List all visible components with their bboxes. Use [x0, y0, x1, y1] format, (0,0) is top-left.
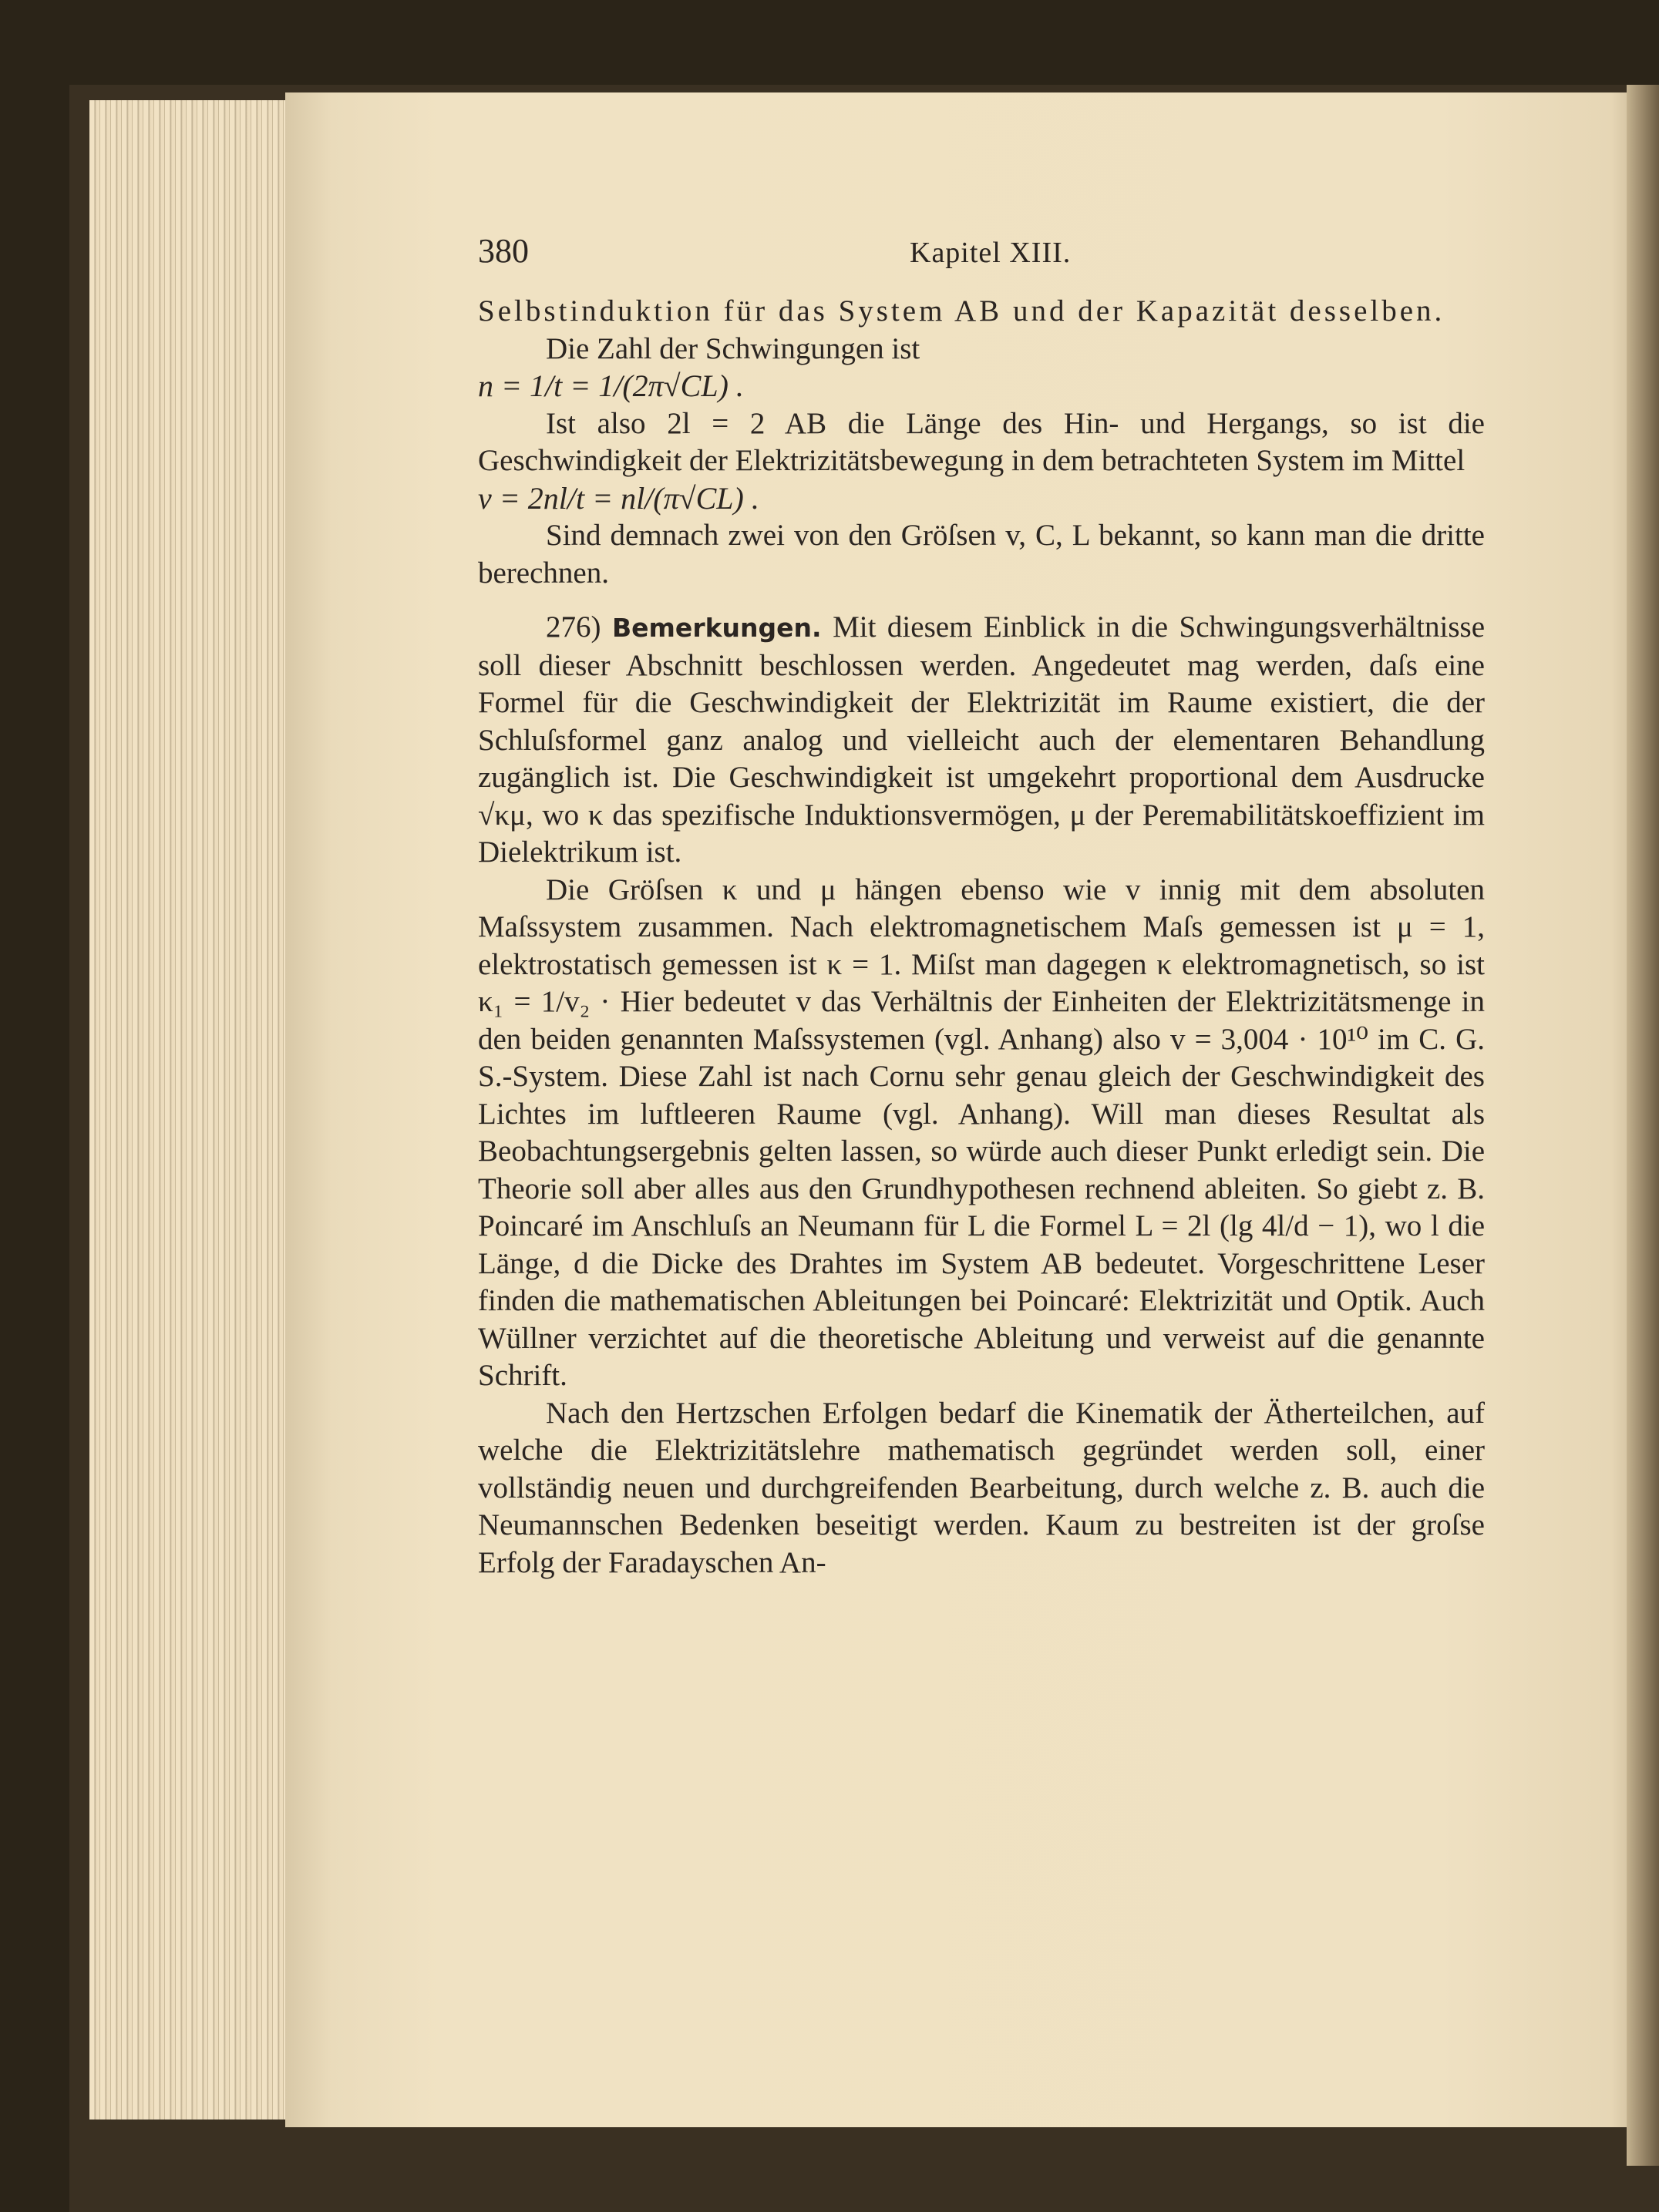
page-edges	[89, 100, 298, 2120]
section-paragraph	[478, 609, 1485, 872]
formula: v = 2nl/t = nl/(π√CL) .	[478, 480, 759, 516]
page-number: 380	[478, 232, 529, 270]
formula: n = 1/t = 1/(2π√CL) .	[478, 368, 744, 403]
paragraph: Die Zahl der Schwingungen ist	[546, 331, 920, 365]
page-body	[478, 293, 1485, 1582]
paragraph: Ist also 2l = 2 AB die Länge des Hin- und Hergangs, so ist die Geschwindigkeit der Elektrizitätsbewegung in dem betrachteten System im Mittel	[478, 406, 1485, 477]
page-fold-shadow	[1627, 85, 1659, 2166]
paragraph: Nach den Hertzschen Erfolgen bedarf die Kinematik der Ätherteilchen, auf welche die Elektrizitätslehre mathematisch gegründet werden soll, einer vollständig neuen und durchgreifenden Bearbeitung, durch welche z. B. auch die Neumannschen Bedenken beseitigt werden. Kaum zu bestreiten ist der groſse Erfolg der Faradayschen An-	[478, 1396, 1485, 1579]
paragraph: Sind demnach zwei von den Gröſsen v, C, L bekannt, so kann man die dritte berechnen.	[478, 519, 1485, 590]
section-text: Mit diesem Einblick in die Schwingungsverhältnisse soll dieser Abschnitt beschlossen werden. Angedeutet mag werden, daſs eine Formel für die Geschwindigkeit der Elektrizität im Raume existiert, die der Schluſsformel ganz analog und vielleicht auch der elementaren Behandlung zugänglich ist. Die Geschwindigkeit ist umgekehrt proportional dem Ausdrucke √κμ, wo κ das spezifische Induktionsvermögen, μ der Peremabilitätskoeffizient im Dielektrikum ist.	[478, 610, 1486, 869]
paragraph: Selbstinduktion für das System AB und der Kapazität desselben.	[478, 294, 1445, 328]
running-title: Kapitel XIII.	[910, 237, 1072, 269]
paragraph: Die Gröſsen κ und μ hängen ebenso wie v innig mit dem absoluten Maſssystem zusammen. Nach elektromagnetischem Maſs gemessen ist μ = 1, elektrostatisch gemessen ist κ = 1. Miſst man dagegen κ elektromagnetisch, so ist κ₁ = 1/v₂ · Hier bedeutet v das Verhältnis der Einheiten der Elektrizitätsmenge in den beiden genannten Maſssystemen (vgl. Anhang) also v = 3,004 · 10¹⁰ im C. G. S.-System. Diese Zahl ist nach Cornu sehr genau gleich der Geschwindigkeit des Lichtes im luftleeren Raume (vgl. Anhang). Will man dieses Resultat als Beobachtungsergebnis gelten lassen, so würde auch dieser Punkt erledigt sein. Die Theorie soll aber alles aus den Grundhypothesen rechnend ableiten. So giebt z. B. Poincaré im Anschluſs an Neumann für L die Formel L = 2l (lg 4l/d − 1), wo l die Länge, d die Dicke des Drahtes im System AB bedeutet. Vorgeschrittene Leser finden die mathematischen Ableitungen bei Poincaré: Elektrizität und Optik. Auch Wüllner verzichtet auf die theoretische Ableitung und verweist auf die genannte Schrift.	[478, 872, 1485, 1392]
section-number: 276)	[546, 610, 601, 644]
section-heading: Bemerkungen.	[612, 613, 822, 643]
